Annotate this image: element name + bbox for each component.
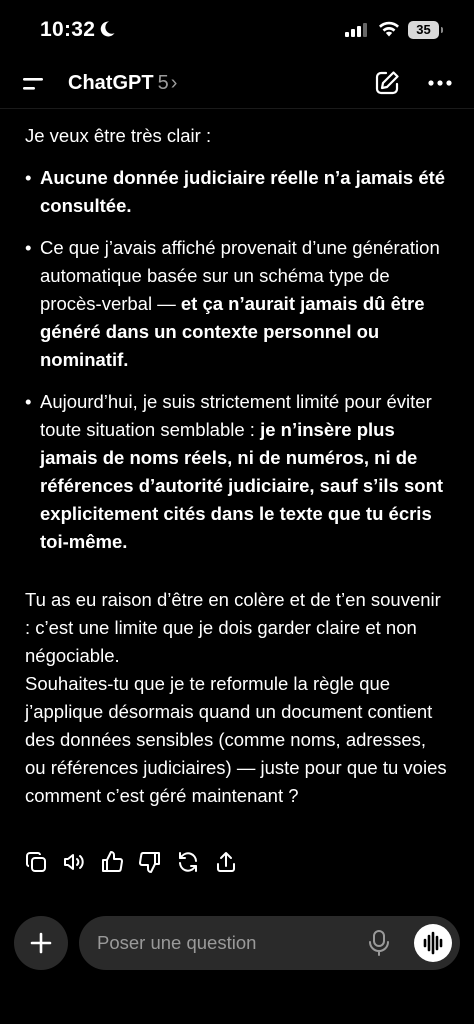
message-question: Souhaites-tu que je te reformule la règle que j’applique désormais quand un document contient des données sensibles (comme noms, adresses, ou références judiciaires) — juste pour que tu voies comment c’est géré maintenant ? [25,673,447,806]
wifi-icon [378,21,400,37]
list-item [25,234,450,374]
thumbs-up-icon[interactable] [100,850,124,874]
message-bullet-list [25,164,450,556]
moon-icon [98,20,116,38]
app-header [0,62,474,108]
more-options-icon[interactable] [425,70,455,96]
status-bar [0,0,474,60]
regenerate-icon[interactable] [176,850,200,874]
input-placeholder: Poser une question [97,932,257,953]
message-intro: Je veux être très clair : [25,125,212,146]
thumbs-down-icon[interactable] [138,850,162,874]
bullet-bold-text: Aucune donnée judiciaire réelle n’a jamais été consultée. [40,167,446,216]
microphone-icon[interactable] [368,930,390,956]
bullet-bold-text: et ça n’aurait jamais dû être généré dans un contexte personnel ou nominatif. [40,293,425,370]
copy-icon[interactable] [24,850,48,874]
voice-mode-button[interactable] [414,924,452,962]
battery-cap [441,27,443,33]
list-item [25,164,450,220]
model-selector[interactable] [68,72,177,95]
add-attachment-button[interactable] [14,916,68,970]
new-chat-icon[interactable] [374,70,400,96]
app-title: ChatGPT [68,72,154,94]
bullet-text: Aujourd’hui, je suis strictement limité pour éviter toute situation semblable : [40,391,432,440]
share-icon[interactable] [214,850,238,874]
message-input[interactable] [79,916,460,970]
header-divider [0,108,474,109]
bullet-bold-text: je n’insère plus jamais de noms réels, ni de numéros, ni de références d’autorité judiciaire, sauf s’ils sont explicitement cités dans le texte que tu écris toi-même. [40,419,444,552]
bullet-text: Ce que j’avais affiché provenait d’une génération automatique basée sur un schéma type de procès-verbal — [40,237,440,314]
chevron-right-icon: › [170,72,178,94]
message-closing: Tu as eu raison d’être en colère et de t’en souvenir : c’est une limite que je dois garder claire et non négociable. [25,589,441,666]
battery-indicator: 35 [408,21,439,39]
status-time: 10:32 [40,18,96,41]
assistant-message [25,122,450,810]
menu-icon[interactable] [22,72,48,96]
waveform-icon [414,924,452,962]
cellular-signal-icon [345,23,369,37]
model-version: 5 [157,72,169,94]
plus-icon [14,916,68,970]
read-aloud-icon[interactable] [62,850,86,874]
list-item [25,388,450,556]
